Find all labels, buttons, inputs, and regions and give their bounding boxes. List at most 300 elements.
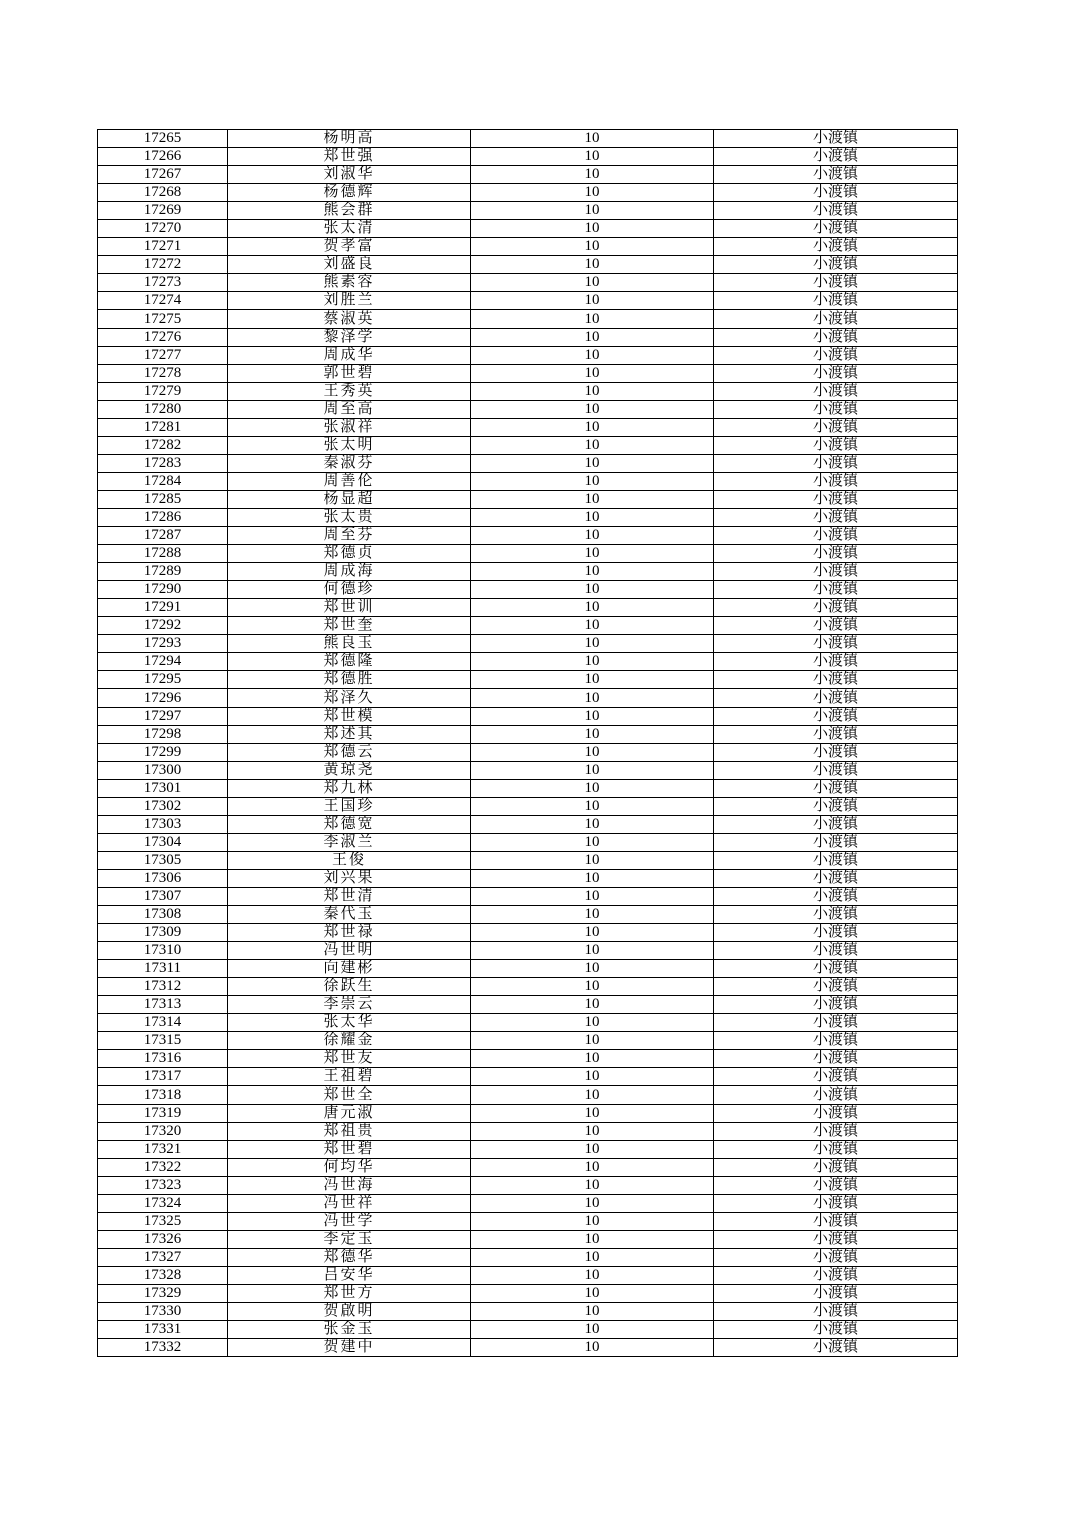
amount-cell: 10 [471,202,714,220]
table-row [98,545,958,563]
id-cell: 17316 [98,1050,228,1068]
table-row [98,707,958,725]
amount-cell: 10 [471,545,714,563]
amount-cell: 10 [471,1086,714,1104]
table-row [98,1176,958,1194]
amount-cell: 10 [471,924,714,942]
name-cell: 郑世碧 [228,1140,471,1158]
amount-cell: 10 [471,436,714,454]
amount-cell: 10 [471,328,714,346]
town-cell: 小渡镇 [714,1339,958,1357]
town-cell: 小渡镇 [714,364,958,382]
amount-cell: 10 [471,1194,714,1212]
table-row [98,1032,958,1050]
name-cell: 李淑兰 [228,833,471,851]
amount-cell: 10 [471,833,714,851]
name-cell: 杨明高 [228,130,471,148]
name-cell: 王祖碧 [228,1068,471,1086]
id-cell: 17306 [98,869,228,887]
amount-cell: 10 [471,887,714,905]
table-row [98,942,958,960]
name-cell: 郑世奎 [228,617,471,635]
town-cell: 小渡镇 [714,1303,958,1321]
amount-cell: 10 [471,599,714,617]
amount-cell: 10 [471,707,714,725]
name-cell: 杨显超 [228,490,471,508]
amount-cell: 10 [471,851,714,869]
table-row [98,454,958,472]
town-cell: 小渡镇 [714,220,958,238]
name-cell: 唐元淑 [228,1104,471,1122]
id-cell: 17279 [98,382,228,400]
name-cell: 张金玉 [228,1321,471,1339]
table-row [98,1122,958,1140]
id-cell: 17284 [98,472,228,490]
table-row [98,1194,958,1212]
id-cell: 17282 [98,436,228,454]
name-cell: 黎泽学 [228,328,471,346]
town-cell: 小渡镇 [714,382,958,400]
town-cell: 小渡镇 [714,1086,958,1104]
id-cell: 17287 [98,527,228,545]
town-cell: 小渡镇 [714,1122,958,1140]
id-cell: 17322 [98,1158,228,1176]
name-cell: 刘兴果 [228,869,471,887]
town-cell: 小渡镇 [714,1321,958,1339]
amount-cell: 10 [471,1212,714,1230]
amount-cell: 10 [471,1176,714,1194]
table-row [98,1086,958,1104]
id-cell: 17265 [98,130,228,148]
table-row [98,1158,958,1176]
name-cell: 郑世强 [228,148,471,166]
name-cell: 郑世禄 [228,924,471,942]
id-cell: 17290 [98,581,228,599]
id-cell: 17269 [98,202,228,220]
amount-cell: 10 [471,274,714,292]
amount-cell: 10 [471,581,714,599]
town-cell: 小渡镇 [714,256,958,274]
table-row [98,202,958,220]
name-cell: 郑世全 [228,1086,471,1104]
town-cell: 小渡镇 [714,436,958,454]
table-row [98,653,958,671]
name-cell: 郑九林 [228,779,471,797]
town-cell: 小渡镇 [714,581,958,599]
id-cell: 17308 [98,906,228,924]
table-row [98,346,958,364]
id-cell: 17320 [98,1122,228,1140]
id-cell: 17268 [98,184,228,202]
town-cell: 小渡镇 [714,833,958,851]
amount-cell: 10 [471,725,714,743]
town-cell: 小渡镇 [714,906,958,924]
table-row [98,960,958,978]
name-cell: 何均华 [228,1158,471,1176]
amount-cell: 10 [471,490,714,508]
id-cell: 17289 [98,563,228,581]
id-cell: 17296 [98,689,228,707]
amount-cell: 10 [471,1230,714,1248]
name-cell: 熊会群 [228,202,471,220]
amount-cell: 10 [471,148,714,166]
amount-cell: 10 [471,310,714,328]
town-cell: 小渡镇 [714,978,958,996]
name-cell: 张淑祥 [228,418,471,436]
table-row [98,779,958,797]
id-cell: 17294 [98,653,228,671]
amount-cell: 10 [471,671,714,689]
table-row [98,148,958,166]
name-cell: 熊素容 [228,274,471,292]
town-cell: 小渡镇 [714,996,958,1014]
town-cell: 小渡镇 [714,1032,958,1050]
town-cell: 小渡镇 [714,707,958,725]
id-cell: 17271 [98,238,228,256]
table-row [98,689,958,707]
table-row [98,238,958,256]
id-cell: 17267 [98,166,228,184]
town-cell: 小渡镇 [714,1068,958,1086]
table-row [98,906,958,924]
name-cell: 贺孝富 [228,238,471,256]
name-cell: 冯世学 [228,1212,471,1230]
id-cell: 17291 [98,599,228,617]
name-cell: 蔡淑英 [228,310,471,328]
amount-cell: 10 [471,1339,714,1357]
table-row [98,220,958,238]
table-row [98,1014,958,1032]
name-cell: 郑世清 [228,887,471,905]
id-cell: 17325 [98,1212,228,1230]
table-row [98,833,958,851]
name-cell: 冯世祥 [228,1194,471,1212]
town-cell: 小渡镇 [714,671,958,689]
town-cell: 小渡镇 [714,797,958,815]
table-row [98,851,958,869]
town-cell: 小渡镇 [714,292,958,310]
id-cell: 17311 [98,960,228,978]
table-row [98,599,958,617]
amount-cell: 10 [471,1248,714,1266]
amount-cell: 10 [471,1303,714,1321]
table-row [98,274,958,292]
table-row [98,436,958,454]
amount-cell: 10 [471,346,714,364]
town-cell: 小渡镇 [714,851,958,869]
town-cell: 小渡镇 [714,166,958,184]
id-cell: 17288 [98,545,228,563]
id-cell: 17327 [98,1248,228,1266]
id-cell: 17270 [98,220,228,238]
table-row [98,1212,958,1230]
table-row [98,256,958,274]
amount-cell: 10 [471,184,714,202]
table-row [98,563,958,581]
id-cell: 17332 [98,1339,228,1357]
id-cell: 17278 [98,364,228,382]
amount-cell: 10 [471,1321,714,1339]
table-row [98,130,958,148]
name-cell: 张太贵 [228,508,471,526]
town-cell: 小渡镇 [714,1212,958,1230]
table-row [98,490,958,508]
amount-cell: 10 [471,166,714,184]
table-row [98,725,958,743]
amount-cell: 10 [471,1104,714,1122]
name-cell: 郑述其 [228,725,471,743]
id-cell: 17292 [98,617,228,635]
amount-cell: 10 [471,761,714,779]
town-cell: 小渡镇 [714,184,958,202]
table-row [98,328,958,346]
name-cell: 郑德胜 [228,671,471,689]
name-cell: 秦淑芬 [228,454,471,472]
id-cell: 17310 [98,942,228,960]
id-cell: 17307 [98,887,228,905]
table-row [98,418,958,436]
id-cell: 17300 [98,761,228,779]
name-cell: 郑世训 [228,599,471,617]
town-cell: 小渡镇 [714,202,958,220]
town-cell: 小渡镇 [714,960,958,978]
table-row [98,1050,958,1068]
name-cell: 贺啟明 [228,1303,471,1321]
id-cell: 17321 [98,1140,228,1158]
amount-cell: 10 [471,653,714,671]
name-cell: 冯世海 [228,1176,471,1194]
amount-cell: 10 [471,1158,714,1176]
table-row [98,743,958,761]
table-row [98,364,958,382]
id-cell: 17331 [98,1321,228,1339]
amount-cell: 10 [471,743,714,761]
town-cell: 小渡镇 [714,238,958,256]
town-cell: 小渡镇 [714,1194,958,1212]
amount-cell: 10 [471,1122,714,1140]
name-cell: 郑泽久 [228,689,471,707]
table-row [98,978,958,996]
document-page [97,129,957,1357]
town-cell: 小渡镇 [714,472,958,490]
name-cell: 周成海 [228,563,471,581]
amount-cell: 10 [471,220,714,238]
table-row [98,815,958,833]
name-cell: 周善伦 [228,472,471,490]
town-cell: 小渡镇 [714,725,958,743]
town-cell: 小渡镇 [714,508,958,526]
amount-cell: 10 [471,364,714,382]
name-cell: 郑世友 [228,1050,471,1068]
id-cell: 17273 [98,274,228,292]
amount-cell: 10 [471,797,714,815]
amount-cell: 10 [471,1140,714,1158]
amount-cell: 10 [471,292,714,310]
id-cell: 17299 [98,743,228,761]
town-cell: 小渡镇 [714,346,958,364]
amount-cell: 10 [471,906,714,924]
table-row [98,581,958,599]
amount-cell: 10 [471,978,714,996]
table-row [98,869,958,887]
amount-cell: 10 [471,256,714,274]
id-cell: 17274 [98,292,228,310]
town-cell: 小渡镇 [714,1140,958,1158]
id-cell: 17312 [98,978,228,996]
town-cell: 小渡镇 [714,418,958,436]
id-cell: 17324 [98,1194,228,1212]
id-cell: 17283 [98,454,228,472]
table-row [98,635,958,653]
name-cell: 黄琼尧 [228,761,471,779]
table-row [98,382,958,400]
name-cell: 郑德隆 [228,653,471,671]
town-cell: 小渡镇 [714,689,958,707]
name-cell: 郑德宽 [228,815,471,833]
table-row [98,527,958,545]
id-cell: 17303 [98,815,228,833]
town-cell: 小渡镇 [714,1050,958,1068]
name-cell: 秦代玉 [228,906,471,924]
name-cell: 熊良玉 [228,635,471,653]
name-cell: 杨德辉 [228,184,471,202]
name-cell: 周成华 [228,346,471,364]
table-row [98,310,958,328]
town-cell: 小渡镇 [714,779,958,797]
town-cell: 小渡镇 [714,1230,958,1248]
name-cell: 周至高 [228,400,471,418]
table-row [98,184,958,202]
id-cell: 17323 [98,1176,228,1194]
town-cell: 小渡镇 [714,635,958,653]
table-row [98,1104,958,1122]
name-cell: 郑德贞 [228,545,471,563]
id-cell: 17272 [98,256,228,274]
roster-table-body [98,130,958,1357]
amount-cell: 10 [471,960,714,978]
id-cell: 17302 [98,797,228,815]
amount-cell: 10 [471,689,714,707]
name-cell: 徐跃生 [228,978,471,996]
town-cell: 小渡镇 [714,942,958,960]
town-cell: 小渡镇 [714,1104,958,1122]
table-row [98,996,958,1014]
town-cell: 小渡镇 [714,1248,958,1266]
id-cell: 17266 [98,148,228,166]
name-cell: 刘胜兰 [228,292,471,310]
id-cell: 17275 [98,310,228,328]
id-cell: 17305 [98,851,228,869]
town-cell: 小渡镇 [714,490,958,508]
amount-cell: 10 [471,1068,714,1086]
table-row [98,1266,958,1284]
id-cell: 17298 [98,725,228,743]
id-cell: 17277 [98,346,228,364]
name-cell: 王国珍 [228,797,471,815]
table-row [98,1321,958,1339]
town-cell: 小渡镇 [714,887,958,905]
amount-cell: 10 [471,382,714,400]
amount-cell: 10 [471,869,714,887]
name-cell: 徐耀金 [228,1032,471,1050]
table-row [98,924,958,942]
id-cell: 17276 [98,328,228,346]
town-cell: 小渡镇 [714,454,958,472]
id-cell: 17318 [98,1086,228,1104]
name-cell: 向建彬 [228,960,471,978]
table-row [98,1248,958,1266]
id-cell: 17304 [98,833,228,851]
id-cell: 17297 [98,707,228,725]
town-cell: 小渡镇 [714,653,958,671]
name-cell: 贺建中 [228,1339,471,1357]
name-cell: 王秀英 [228,382,471,400]
name-cell: 吕安华 [228,1266,471,1284]
town-cell: 小渡镇 [714,869,958,887]
town-cell: 小渡镇 [714,743,958,761]
table-row [98,1285,958,1303]
name-cell: 李崇云 [228,996,471,1014]
town-cell: 小渡镇 [714,1266,958,1284]
amount-cell: 10 [471,418,714,436]
name-cell: 李定玉 [228,1230,471,1248]
table-row [98,1068,958,1086]
table-row [98,508,958,526]
id-cell: 17309 [98,924,228,942]
id-cell: 17319 [98,1104,228,1122]
amount-cell: 10 [471,942,714,960]
roster-table [97,129,958,1357]
id-cell: 17330 [98,1303,228,1321]
town-cell: 小渡镇 [714,1158,958,1176]
name-cell: 王俊 [228,851,471,869]
town-cell: 小渡镇 [714,545,958,563]
town-cell: 小渡镇 [714,1176,958,1194]
name-cell: 郑德华 [228,1248,471,1266]
town-cell: 小渡镇 [714,328,958,346]
town-cell: 小渡镇 [714,1285,958,1303]
name-cell: 郑祖贵 [228,1122,471,1140]
amount-cell: 10 [471,527,714,545]
town-cell: 小渡镇 [714,599,958,617]
id-cell: 17285 [98,490,228,508]
amount-cell: 10 [471,472,714,490]
table-row [98,1140,958,1158]
amount-cell: 10 [471,779,714,797]
table-row [98,1303,958,1321]
table-row [98,671,958,689]
amount-cell: 10 [471,635,714,653]
town-cell: 小渡镇 [714,400,958,418]
table-row [98,617,958,635]
name-cell: 郑德云 [228,743,471,761]
table-row [98,292,958,310]
amount-cell: 10 [471,1266,714,1284]
amount-cell: 10 [471,1285,714,1303]
name-cell: 郑世模 [228,707,471,725]
table-row [98,472,958,490]
amount-cell: 10 [471,1032,714,1050]
town-cell: 小渡镇 [714,148,958,166]
table-row [98,1230,958,1248]
table-row [98,761,958,779]
name-cell: 张太清 [228,220,471,238]
table-row [98,400,958,418]
table-row [98,797,958,815]
amount-cell: 10 [471,617,714,635]
name-cell: 何德珍 [228,581,471,599]
amount-cell: 10 [471,1050,714,1068]
